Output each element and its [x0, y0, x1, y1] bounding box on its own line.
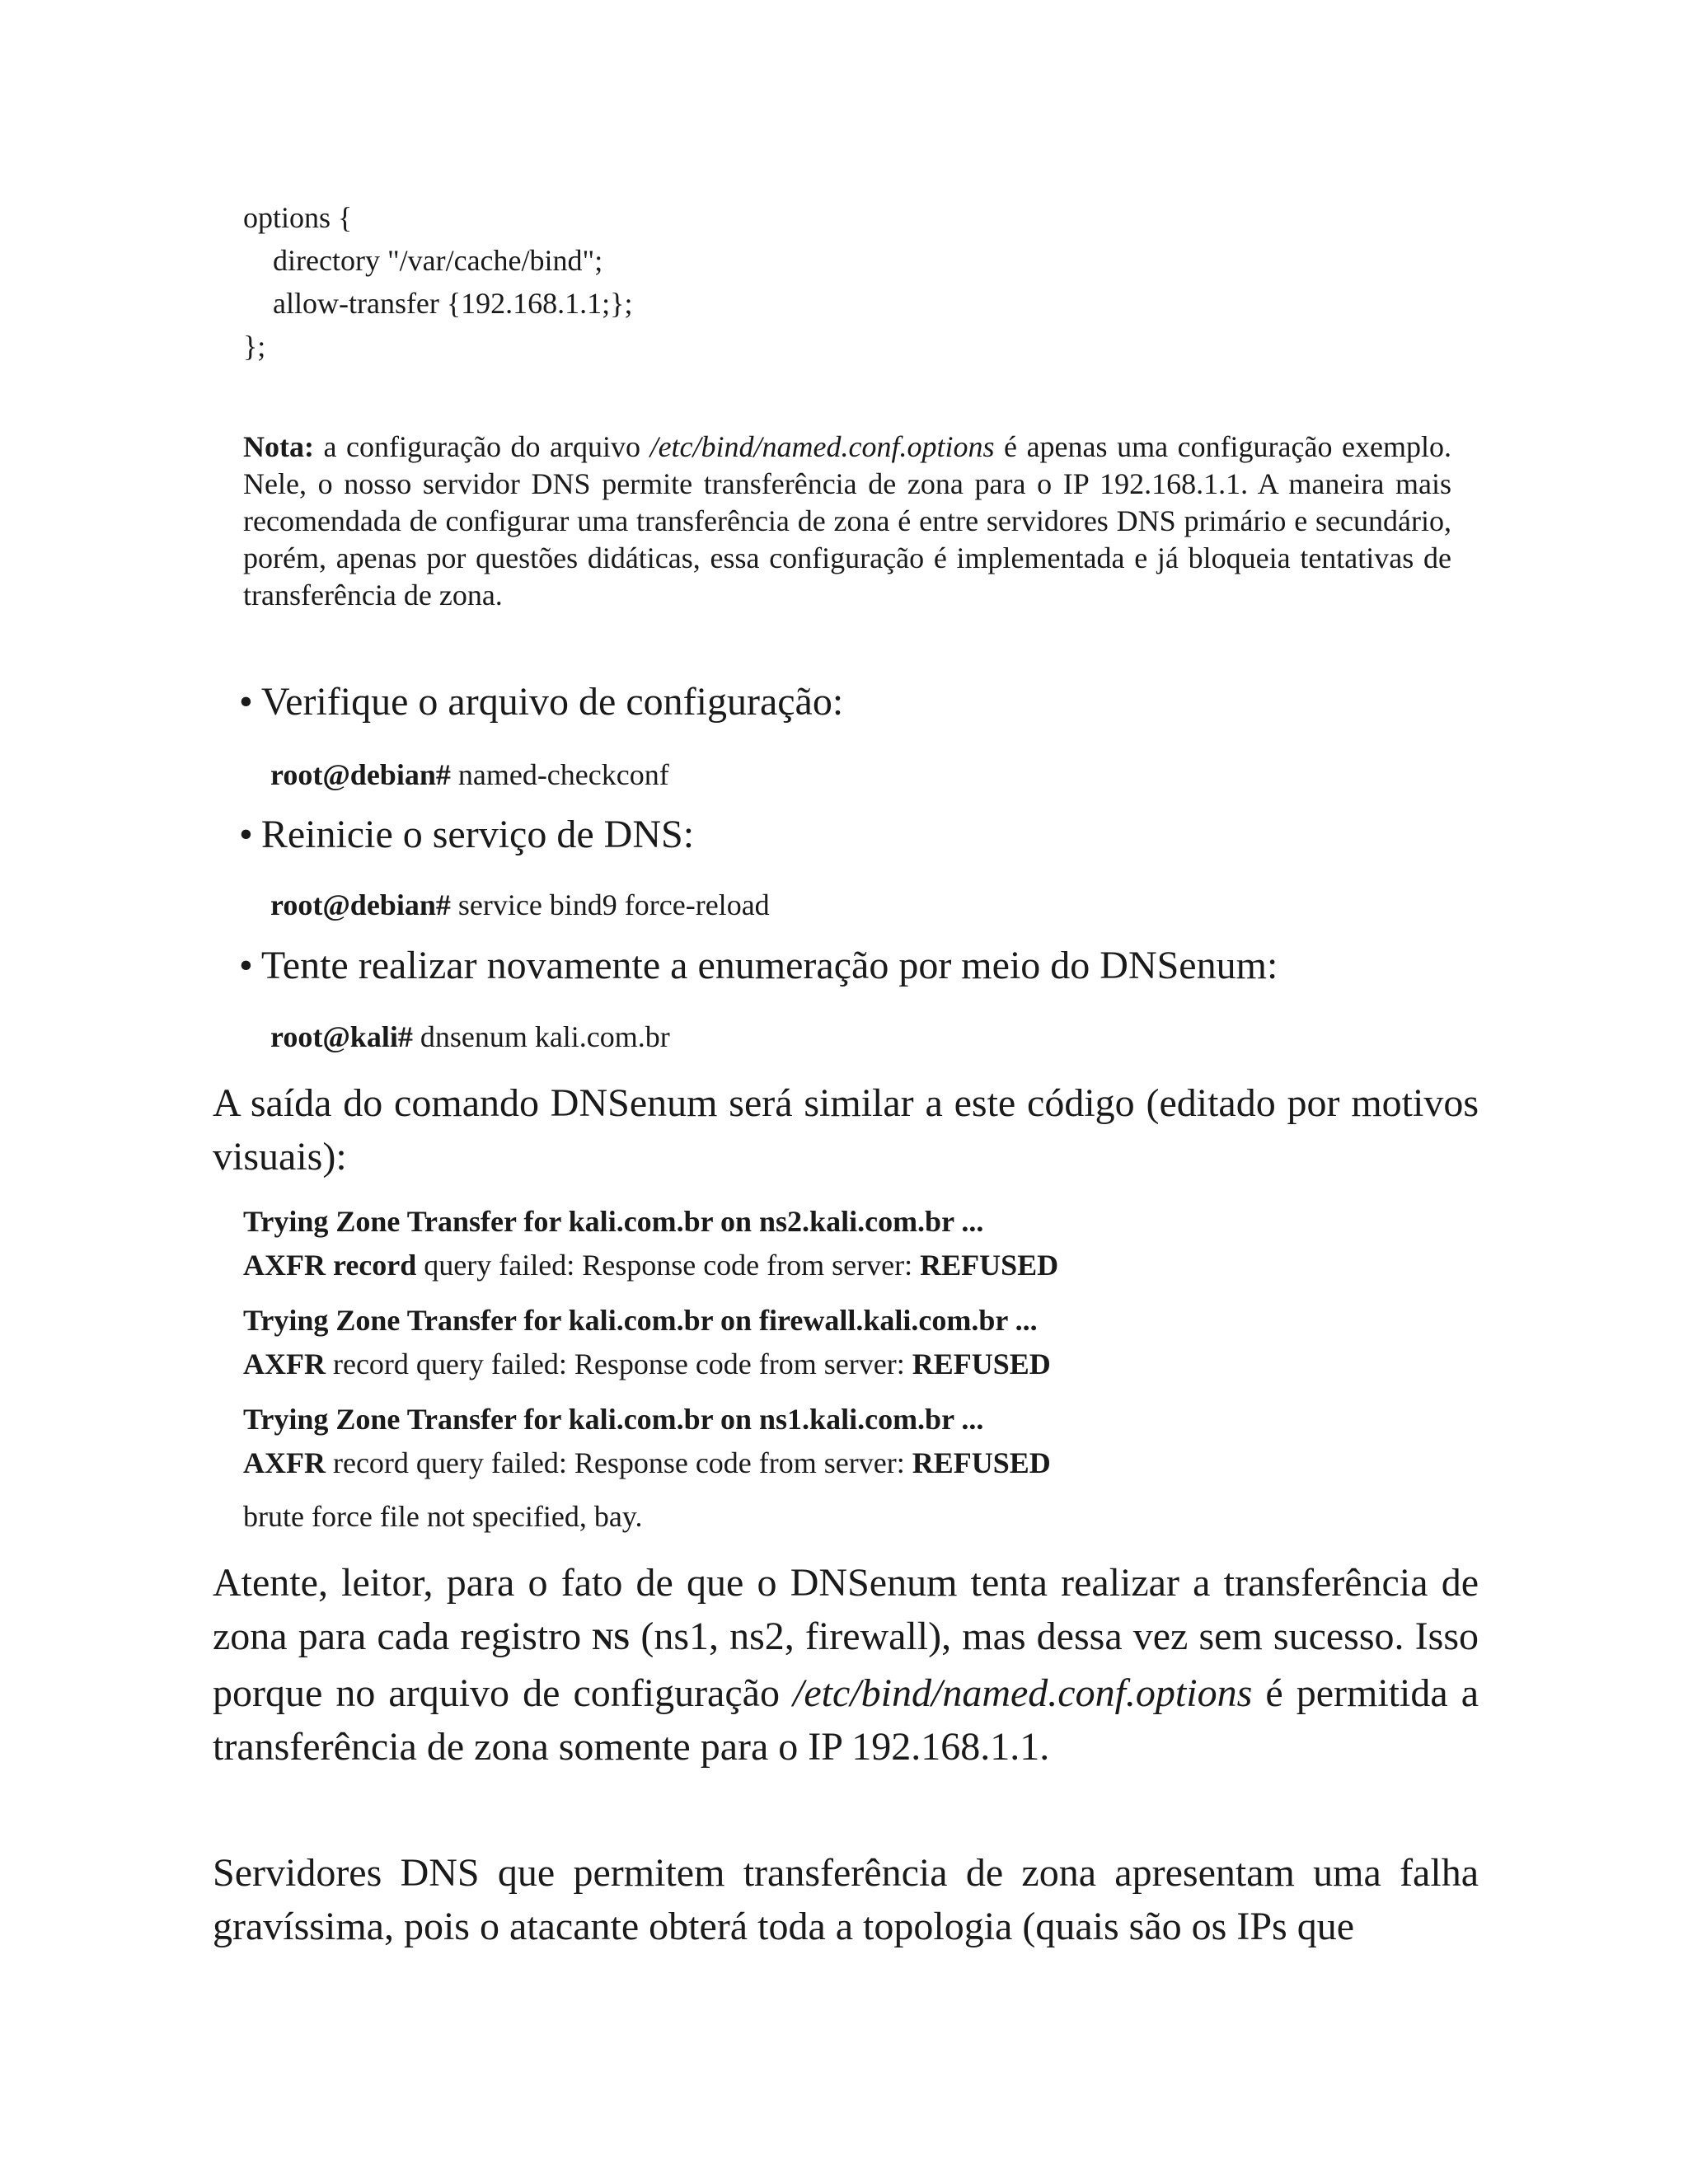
- para-text: (ns1, ns2, firewall), mas dessa vez sem sucesso. Isso porque no arquivo de configuração: [213, 1615, 1479, 1715]
- shell-prompt: root@kali#: [270, 1020, 413, 1053]
- refused-label: REFUSED: [912, 1347, 1051, 1380]
- shell-command: service bind9 force-reload: [450, 888, 770, 921]
- output-intro-paragraph: A saída do comando DNSenum será similar a este código (editado por motivos visuais):: [213, 1081, 1479, 1179]
- step-command-restart: [270, 887, 770, 924]
- bullet-marker: •: [239, 944, 253, 987]
- axfr-label: AXFR: [243, 1347, 326, 1380]
- code-line: directory "/var/cache/bind";: [273, 244, 603, 277]
- code-line: allow-transfer {192.168.1.1;};: [273, 287, 633, 320]
- para-text: é permitida a transferência de zona somente para o IP 192.168.1.1.: [213, 1671, 1479, 1769]
- ns-record-label: NS: [592, 1623, 631, 1656]
- output-line: [243, 1343, 1051, 1386]
- trying-text: Trying Zone Transfer for kali.com.br on ns1.kali.com.br ...: [243, 1403, 984, 1436]
- bullet-marker: •: [239, 813, 253, 856]
- para-text: Atente, leitor, para o fato de que o DNSenum tenta realizar a transferência de zona para cada registro: [213, 1561, 1479, 1658]
- output-line: [243, 1200, 1058, 1244]
- trying-text: Trying Zone Transfer for kali.com.br on firewall.kali.com.br ...: [243, 1304, 1038, 1337]
- output-line: [243, 1441, 1051, 1485]
- note-paragraph: [243, 429, 1451, 614]
- step-command-verify: [270, 757, 669, 794]
- axfr-text: record query failed: Response code from server:: [325, 1446, 912, 1479]
- shell-command: dnsenum kali.com.br: [412, 1020, 670, 1053]
- dnsenum-output-last-line: [243, 1495, 642, 1539]
- step-text: Verifique o arquivo de configuração:: [260, 680, 844, 724]
- dnsenum-output-block-3: [243, 1398, 1051, 1485]
- axfr-text: record query failed: Response code from server:: [325, 1347, 912, 1380]
- code-line: options {: [243, 201, 353, 234]
- step-bullet-verify: [239, 677, 843, 727]
- note-path: /etc/bind/named.conf.options: [649, 430, 995, 463]
- output-line: [243, 1299, 1051, 1343]
- step-command-dnsenum: [270, 1019, 670, 1056]
- output-line: [243, 1244, 1058, 1287]
- zone-transfer-risk-paragraph: Servidores DNS que permitem transferência de zona apresentam uma falha gravíssima, pois o atacante obterá toda a topologia (quais são os IPs que: [213, 1851, 1479, 1948]
- step-bullet-dnsenum: [239, 941, 1278, 991]
- code-line: };: [243, 330, 266, 363]
- axfr-label: AXFR record: [243, 1249, 417, 1282]
- dnsenum-output-block-1: [243, 1200, 1058, 1287]
- dnsenum-output-block-2: [243, 1299, 1051, 1386]
- output-line: brute force file not specified, bay.: [243, 1500, 643, 1533]
- axfr-text: query failed: Response code from server:: [416, 1249, 921, 1282]
- bullet-marker: •: [239, 680, 253, 724]
- note-text-after: é apenas uma configuração exemplo. Nele, o nosso servidor DNS permite transferência de zona para o IP 192.168.1.1. A maneira mais recomendada de configurar uma transferência de zona é entre servidores DNS primário e secundário, porém, apenas por questões didáticas, essa configuração é implementada e já bloqueia tentativas de transferência de zona.: [243, 430, 1451, 612]
- output-line: [243, 1398, 1051, 1441]
- note-text-before: a configuração do arquivo: [313, 430, 650, 463]
- zone-transfer-explanation-paragraph: [213, 1556, 1479, 1774]
- axfr-label: AXFR: [243, 1446, 326, 1479]
- shell-prompt: root@debian#: [270, 758, 451, 791]
- shell-prompt: root@debian#: [270, 888, 451, 921]
- step-text: Tente realizar novamente a enumeração por meio do DNSenum:: [260, 944, 1278, 987]
- step-text: Reinicie o serviço de DNS:: [260, 813, 695, 856]
- note-label: Nota:: [243, 430, 314, 463]
- refused-label: REFUSED: [912, 1446, 1051, 1479]
- refused-label: REFUSED: [920, 1249, 1059, 1282]
- shell-command: named-checkconf: [450, 758, 669, 791]
- step-bullet-restart: [239, 810, 694, 860]
- named-conf-code-block: [243, 196, 632, 368]
- config-path: /etc/bind/named.conf.options: [793, 1671, 1253, 1715]
- trying-text: Trying Zone Transfer for kali.com.br on ns2.kali.com.br ...: [243, 1205, 984, 1238]
